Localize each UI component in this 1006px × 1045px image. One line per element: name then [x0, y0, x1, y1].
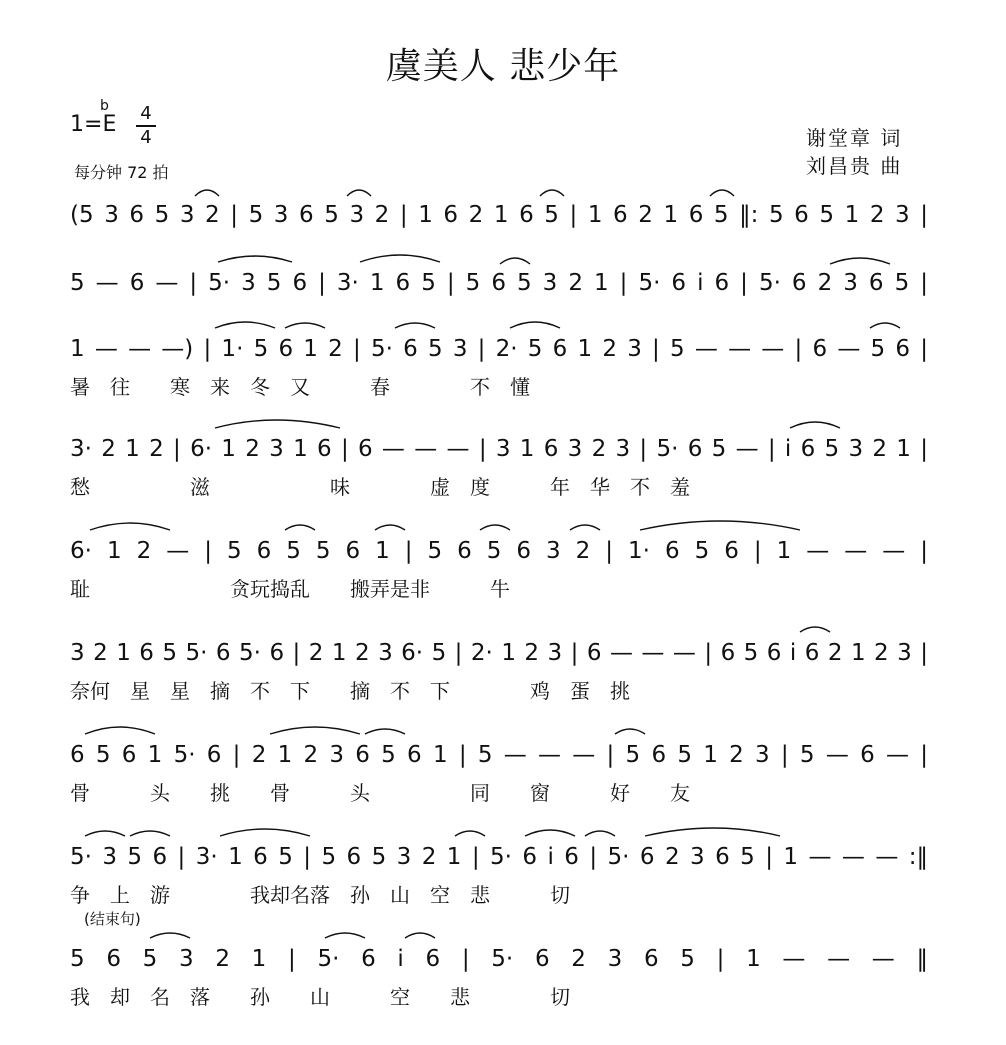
notation-line: 6 5 6 1 5· 6 | 2 1 2 3 6 5 6 1 | 5 — — — | 5 6 5 1 2 3 | 5 — 6 — | — [70, 742, 928, 768]
composer-credit: 刘昌贵 曲 — [806, 154, 903, 178]
tempo-marking: 每分钟 72 拍 — [74, 163, 169, 182]
key-note: E — [102, 112, 117, 137]
notation-line: 1 — — —) | 1· 5 6 1 2 | 5· 6 5 3 | 2· 5 6 1 2 3 | 5 — — — | 6 — 5 6 | — [70, 336, 928, 362]
ending-label: (结束句) — [84, 910, 141, 928]
lyric-line: 耻 贪玩捣乱 搬弄是非 牛 — [70, 577, 510, 601]
lyricist-credit: 谢堂章 词 — [806, 126, 903, 150]
lyric-line: 我 却 名 落 孙 山 空 悲 切 — [70, 985, 570, 1009]
lyric-line: 争 上 游 我却名落 孙 山 空 悲 切 — [70, 883, 570, 907]
time-signature-bottom: 4 — [140, 127, 152, 148]
lyric-line: 骨 头 挑 骨 头 同 窗 好 友 — [70, 781, 690, 805]
notation-line: 5 — 6 — | 5· 3 5 6 | 3· 1 6 5 | 5 6 5 3 2 1 | 5· 6 i 6 | 5· 6 2 3 6 5 | — [70, 270, 928, 296]
time-signature — [136, 104, 156, 148]
time-signature-top: 4 — [140, 103, 152, 124]
lyric-line: 愁 滋 味 虚 度 年 华 不 羞 — [70, 475, 690, 499]
notation-line: (5 3 6 5 3 2 | 5 3 6 5 3 2 | 1 6 2 1 6 5 | 1 6 2 1 6 5 ‖: 5 6 5 1 2 3 | — [70, 202, 928, 228]
notation-line: 5· 3 5 6 | 3· 1 6 5 | 5 6 5 3 2 1 | 5· 6 i 6 | 5· 6 2 3 6 5 | 1 — — — :‖ — [70, 844, 928, 870]
key-signature — [70, 98, 117, 137]
notation-line: 5 6 5 3 2 1 | 5· 6 i 6 | 5· 6 2 3 6 5 | 1 — — — ‖ — [70, 946, 928, 972]
notation-line: 3 2 1 6 5 5· 6 5· 6 | 2 1 2 3 6· 5 | 2· 1 2 3 | 6 — — — | 6 5 6 i 6 2 1 2 3 | — [70, 640, 928, 666]
flat-sign: b — [100, 98, 109, 114]
song-title: 虞美人 悲少年 — [385, 46, 621, 87]
notation-line: 6· 1 2 — | 5 6 5 5 6 1 | 5 6 5 6 3 2 | 1· 6 5 6 | 1 — — — | — [70, 538, 928, 564]
lyric-line: 奈何 星 星 摘 不 下 摘 不 下 鸡 蛋 挑 — [70, 679, 630, 703]
notation-line: 3· 2 1 2 | 6· 1 2 3 1 6 | 6 — — — | 3 1 6 3 2 3 | 5· 6 5 — | i 6 5 3 2 1 | — [70, 436, 928, 462]
key-prefix: 1= — [70, 112, 103, 137]
lyric-line: 暑 往 寒 来 冬 又 春 不 懂 — [70, 375, 530, 399]
